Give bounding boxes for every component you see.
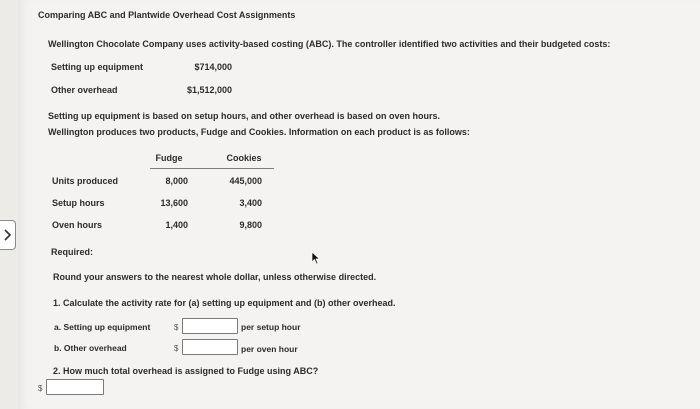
intro-text: Wellington Chocolate Company uses activity-based costing (ABC). The controller identified two activities and their budgeted costs: [48,39,611,49]
chevron-right-icon [3,228,12,242]
cell-fudge-setup-hours: 13,600 [160,198,188,208]
q2-currency: $ [38,384,43,393]
cost-value-setup: $714,000 [194,62,232,72]
cost-label-setup: Setting up equipment [51,62,143,72]
q1a-unit: per setup hour [241,322,301,332]
cell-fudge-units: 8,000 [165,176,188,186]
cell-cookies-units: 445,000 [229,176,262,186]
q1a-label: a. Setting up equipment [54,322,151,332]
question-2: 2. How much total overhead is assigned to Fudge using ABC? [53,366,319,376]
cost-label-other: Other overhead [51,85,118,95]
cell-fudge-oven-hours: 1,400 [165,220,188,230]
setup-basis-text: Setting up equipment is based on setup hours, and other overhead is based on oven hours. [48,111,441,121]
cost-value-other: $1,512,000 [186,85,232,95]
q1b-label: b. Other overhead [54,343,127,353]
table-header-divider [150,168,274,169]
page-title: Comparing ABC and Plantwide Overhead Cost Assignments [38,10,296,20]
other-overhead-rate-input[interactable] [182,339,238,355]
fudge-overhead-input[interactable] [46,379,104,395]
products-text: Wellington produces two products, Fudge and Cookies. Information on each product is as follows: [48,127,470,137]
setup-rate-input[interactable] [182,318,238,334]
row-label-oven-hours: Oven hours [52,220,103,230]
q1a-currency: $ [174,323,179,332]
cell-cookies-oven-hours: 9,800 [239,220,262,230]
row-label-setup-hours: Setup hours [52,198,105,208]
question-1: 1. Calculate the activity rate for (a) setting up equipment and (b) other overhead. [53,298,396,308]
assignment-page [18,0,700,409]
row-label-units: Units produced [52,176,119,186]
side-nav-toggle-button[interactable] [0,220,16,250]
mouse-pointer-icon [311,251,321,265]
table-header-fudge: Fudge [155,153,183,163]
cell-cookies-setup-hours: 3,400 [239,198,262,208]
required-heading: Required: [51,247,94,257]
q1b-currency: $ [174,344,179,353]
table-header-cookies: Cookies [226,153,262,163]
q1b-unit: per oven hour [241,344,298,354]
rounding-note: Round your answers to the nearest whole dollar, unless otherwise directed. [53,272,377,282]
